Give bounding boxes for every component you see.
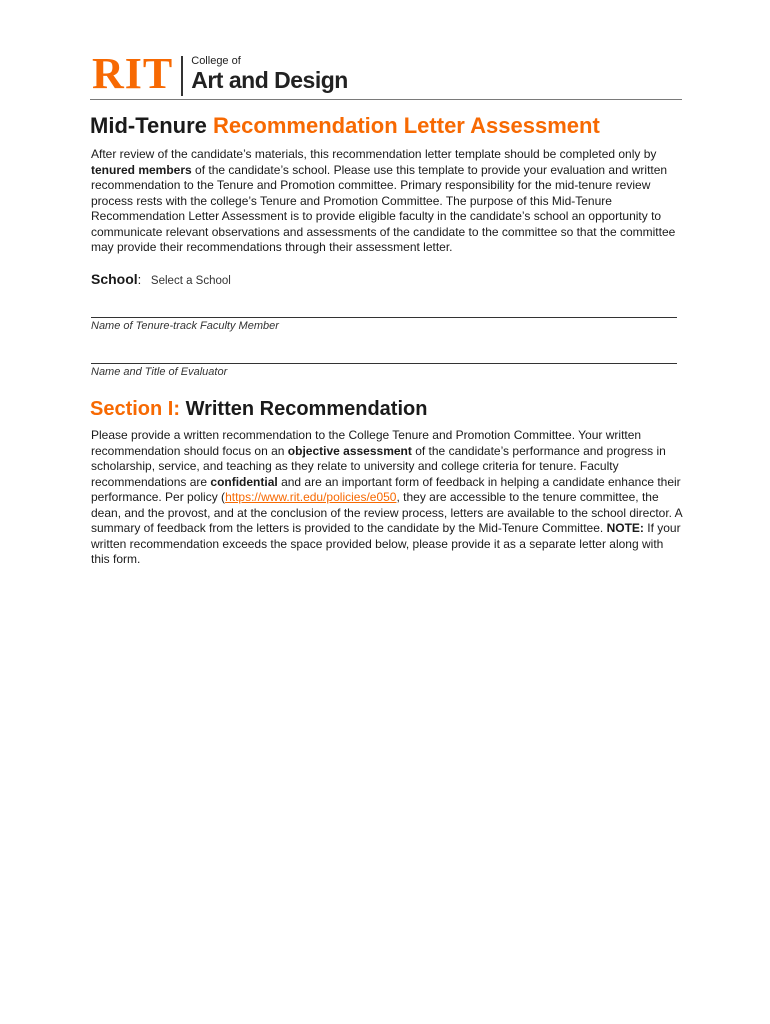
logo-art-and-design: Art and Design (191, 67, 348, 93)
s1-text-3: and are an important form of feedback in helping a candidate enhance their performance. Per policy ( (91, 474, 681, 504)
page-title (90, 112, 600, 140)
s1-text-4: , they are accessible to the tenure committee, the dean, and the provost, and at the conclusion of the review process, letters are available to the school director. A summary of feedback from the letters is provided to the candidate by the Mid-Tenure Committee. (91, 490, 683, 535)
rit-cad-logo (92, 49, 348, 100)
intro-bold-tenured: tenured members (91, 162, 192, 177)
section-1-title (90, 396, 427, 422)
s1-text-5: If your written recommendation exceeds the space provided below, please provide it as a separate letter along with this form. (91, 521, 681, 566)
section-1-prefix: Section I: (90, 398, 181, 420)
intro-text-2: of the candidate’s school. Please use this template to provide your evaluation and written recommendation to the Tenure and Promotion committee. Primary responsibility for the mid-tenure review process rests with the college’s Tenure and Promotion Committee. The purpose of this Mid-Tenure Recommendation Letter Assessment is to provide eligible faculty in the candidate’s school an opportunity to communicate relevant observations and assessments of the candidate to the committee so that the committee may provide their recommendations through their assessment letter. (91, 162, 676, 254)
faculty-name-caption: Name of Tenure-track Faculty Member (91, 320, 279, 332)
intro-paragraph (91, 147, 687, 256)
school-label: School (91, 271, 138, 287)
section-1-paragraph (91, 428, 683, 568)
rit-logo-mark: RIT (92, 49, 174, 98)
s1-bold-confidential: confidential (210, 474, 278, 489)
title-part-orange: Recommendation Letter Assessment (213, 113, 600, 138)
school-colon: : (137, 272, 142, 287)
evaluator-name-caption: Name and Title of Evaluator (91, 366, 228, 378)
section-1-heading: Written Recommendation (185, 398, 428, 420)
faculty-name-field[interactable] (91, 317, 677, 318)
logo-divider (181, 56, 183, 96)
school-select[interactable]: Select a School (150, 275, 231, 287)
header-divider (90, 99, 682, 100)
s1-text-2: of the candidate’s performance and progress in scholarship, service, and teaching as they relate to university and college criteria for tenure. Faculty recommendations are (91, 443, 666, 489)
policy-link[interactable]: https://www.rit.edu/policies/e050 (225, 490, 397, 504)
logo-college-name (191, 54, 348, 93)
s1-bold-objective: objective assessment (287, 443, 412, 458)
intro-text-1: After review of the candidate’s materials, this recommendation letter template should be completed only by (91, 147, 657, 161)
logo-college-of: College of (191, 55, 241, 67)
title-part-dark: Mid-Tenure (90, 113, 207, 138)
s1-bold-note: NOTE: (606, 521, 644, 535)
school-row (91, 270, 231, 290)
s1-text-1: Please provide a written recommendation to the College Tenure and Promotion Committee. Your written recommendation should focus on an (91, 428, 642, 458)
evaluator-name-field[interactable] (91, 363, 677, 364)
